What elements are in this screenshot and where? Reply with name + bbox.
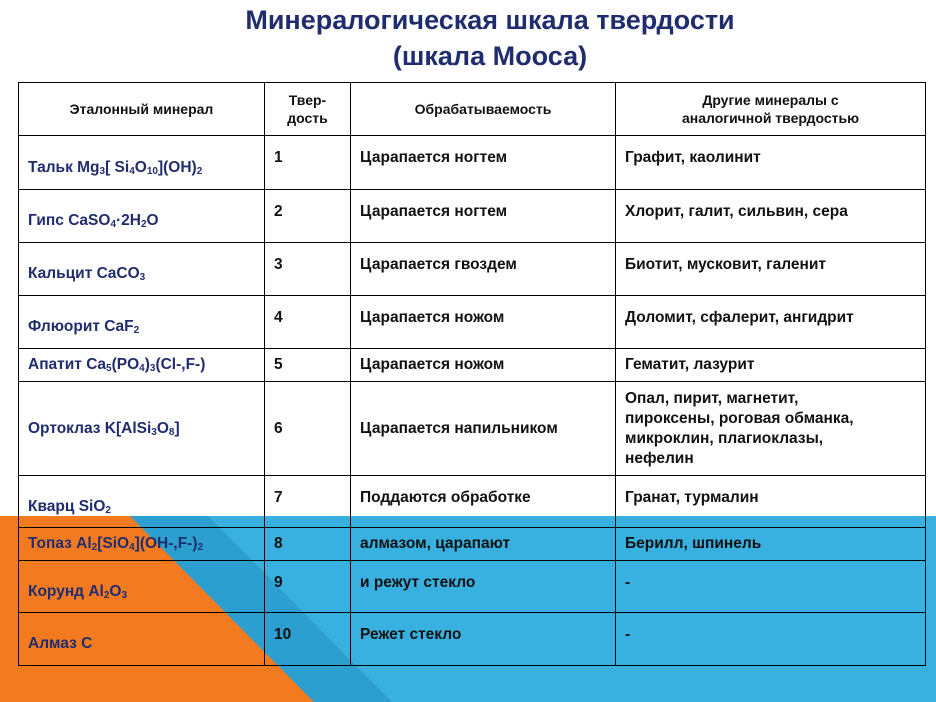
header-other-line-2: аналогичной твердостью <box>681 110 860 126</box>
other-minerals-cell <box>616 476 926 528</box>
other-minerals-cell <box>616 561 926 613</box>
header-other-minerals <box>616 83 926 136</box>
table-row <box>19 136 926 190</box>
hardness-cell: 4 <box>265 296 351 349</box>
header-hardness-line-1: Твер- <box>288 92 327 108</box>
table-row <box>19 528 926 561</box>
mineral-text: Кальцит CaCO <box>28 265 140 282</box>
other-minerals-line: микроклин, плагиоклазы, <box>625 429 824 447</box>
formula-subscript: 4 <box>110 219 116 230</box>
other-minerals-cell <box>616 296 926 349</box>
mineral-text: [SiO <box>97 535 130 552</box>
table-row <box>19 349 926 382</box>
formula-subscript: 4 <box>129 165 135 177</box>
table-row <box>19 190 926 243</box>
formula-subscript: 8 <box>168 426 175 438</box>
workability-cell: и режут стекло <box>351 561 616 613</box>
formula-subscript: 4 <box>129 542 135 553</box>
other-minerals-line: Биотит, мусковит, галенит <box>625 256 826 273</box>
table-row <box>19 296 926 349</box>
table-header-row <box>19 83 926 136</box>
workability-cell: Царапается ногтем <box>351 136 616 190</box>
formula-subscript: 3 <box>149 363 156 374</box>
hardness-cell: 7 <box>265 476 351 528</box>
other-minerals-cell <box>616 613 926 666</box>
mineral-text: Кварц SiO <box>28 497 106 515</box>
other-minerals-cell <box>616 243 926 296</box>
mineral-text: O <box>109 582 122 600</box>
other-minerals-cell <box>616 349 926 382</box>
mineral-cell <box>19 613 265 666</box>
mineral-text: (PO <box>111 356 140 373</box>
workability-cell: алмазом, царапают <box>351 528 616 561</box>
mineral-cell <box>19 382 265 476</box>
mineral-cell <box>19 136 265 190</box>
other-minerals-cell <box>616 190 926 243</box>
mineral-cell <box>19 528 265 561</box>
formula-subscript: 2 <box>105 504 111 516</box>
other-minerals-line: нефелин <box>625 449 694 467</box>
other-minerals-line: Берилл, шпинель <box>625 535 762 552</box>
formula-subscript: 2 <box>140 219 147 230</box>
formula-subscript: 3 <box>151 426 157 438</box>
mohs-scale-table <box>18 82 926 666</box>
mineral-cell <box>19 561 265 613</box>
other-minerals-line: Гранат, турмалин <box>625 489 759 506</box>
slide-title <box>0 2 936 74</box>
mineral-cell <box>19 243 265 296</box>
mineral-cell <box>19 476 265 528</box>
other-minerals-line: Графит, каолинит <box>625 149 761 166</box>
mineral-text: Алмаз C <box>28 635 93 652</box>
mineral-text: O <box>146 212 159 229</box>
hardness-cell: 2 <box>265 190 351 243</box>
mineral-text: ](OH) <box>157 158 197 176</box>
hardness-cell: 6 <box>265 382 351 476</box>
other-minerals-cell <box>616 528 926 561</box>
header-hardness <box>265 83 351 136</box>
mineral-text: O <box>156 419 169 437</box>
other-minerals-line: Доломит, сфалерит, ангидрит <box>625 309 854 326</box>
mineral-text: ·2H <box>116 212 141 229</box>
other-minerals-line: Хлорит, галит, сильвин, сера <box>625 203 848 220</box>
header-other-line-1: Другие минералы с <box>702 92 839 108</box>
mineral-text: ) <box>144 356 150 373</box>
hardness-cell: 5 <box>265 349 351 382</box>
header-mineral: Эталонный минерал <box>19 83 265 136</box>
mineral-text: Тальк Mg <box>28 158 100 176</box>
formula-subscript: 2 <box>197 542 204 553</box>
mineral-text: Гипс CaSO <box>28 212 111 229</box>
mineral-text: ] <box>174 419 180 437</box>
other-minerals-line: Опал, пирит, магнетит, <box>625 389 799 407</box>
mineral-cell <box>19 296 265 349</box>
workability-cell: Царапается ногтем <box>351 190 616 243</box>
hardness-cell: 3 <box>265 243 351 296</box>
workability-cell: Режет стекло <box>351 613 616 666</box>
mineral-text: [ Si <box>105 158 130 176</box>
header-workability: Обрабатываемость <box>351 83 616 136</box>
workability-cell: Царапается гвоздем <box>351 243 616 296</box>
mineral-text: Топаз Al <box>28 535 92 552</box>
other-minerals-line: Гематит, лазурит <box>625 356 755 373</box>
formula-subscript: 3 <box>139 272 146 283</box>
mineral-cell <box>19 349 265 382</box>
other-minerals-line: - <box>625 574 631 591</box>
other-minerals-line: - <box>625 626 631 643</box>
mineral-text: Апатит Ca <box>28 356 107 373</box>
mineral-text: O <box>134 158 147 176</box>
table-row <box>19 613 926 666</box>
formula-subscript: 2 <box>196 165 203 177</box>
hardness-cell: 9 <box>265 561 351 613</box>
other-minerals-line: пироксены, роговая обманка, <box>625 409 854 427</box>
hardness-cell: 1 <box>265 136 351 190</box>
header-hardness-line-2: дость <box>287 110 328 126</box>
table-row <box>19 243 926 296</box>
table-row <box>19 561 926 613</box>
workability-cell: Поддаются обработке <box>351 476 616 528</box>
formula-subscript: 3 <box>99 165 106 177</box>
hardness-cell: 8 <box>265 528 351 561</box>
mineral-cell <box>19 190 265 243</box>
workability-cell: Царапается ножом <box>351 349 616 382</box>
mineral-text: Флюорит CaF <box>28 318 134 335</box>
table-row <box>19 476 926 528</box>
formula-subscript: 3 <box>121 589 128 601</box>
other-minerals-cell <box>616 382 926 476</box>
mineral-text: ](OH-,F-) <box>134 535 198 552</box>
formula-subscript: 2 <box>103 589 110 601</box>
hardness-cell: 10 <box>265 613 351 666</box>
other-minerals-cell <box>616 136 926 190</box>
formula-subscript: 2 <box>91 542 98 553</box>
workability-cell: Царапается напильником <box>351 382 616 476</box>
mineral-text: Корунд Al <box>28 582 104 600</box>
formula-subscript: 5 <box>106 363 112 374</box>
title-line-1: Минералогическая шкала твердости <box>245 5 735 35</box>
mineral-text: (Cl-,F-) <box>155 356 206 373</box>
table-row <box>19 382 926 476</box>
title-line-2: (шкала Мооса) <box>392 41 588 71</box>
formula-subscript: 4 <box>139 363 145 374</box>
mineral-text: Ортоклаз K[AlSi <box>28 419 152 437</box>
workability-cell: Царапается ножом <box>351 296 616 349</box>
formula-subscript: 10 <box>146 165 158 177</box>
formula-subscript: 2 <box>133 325 140 336</box>
